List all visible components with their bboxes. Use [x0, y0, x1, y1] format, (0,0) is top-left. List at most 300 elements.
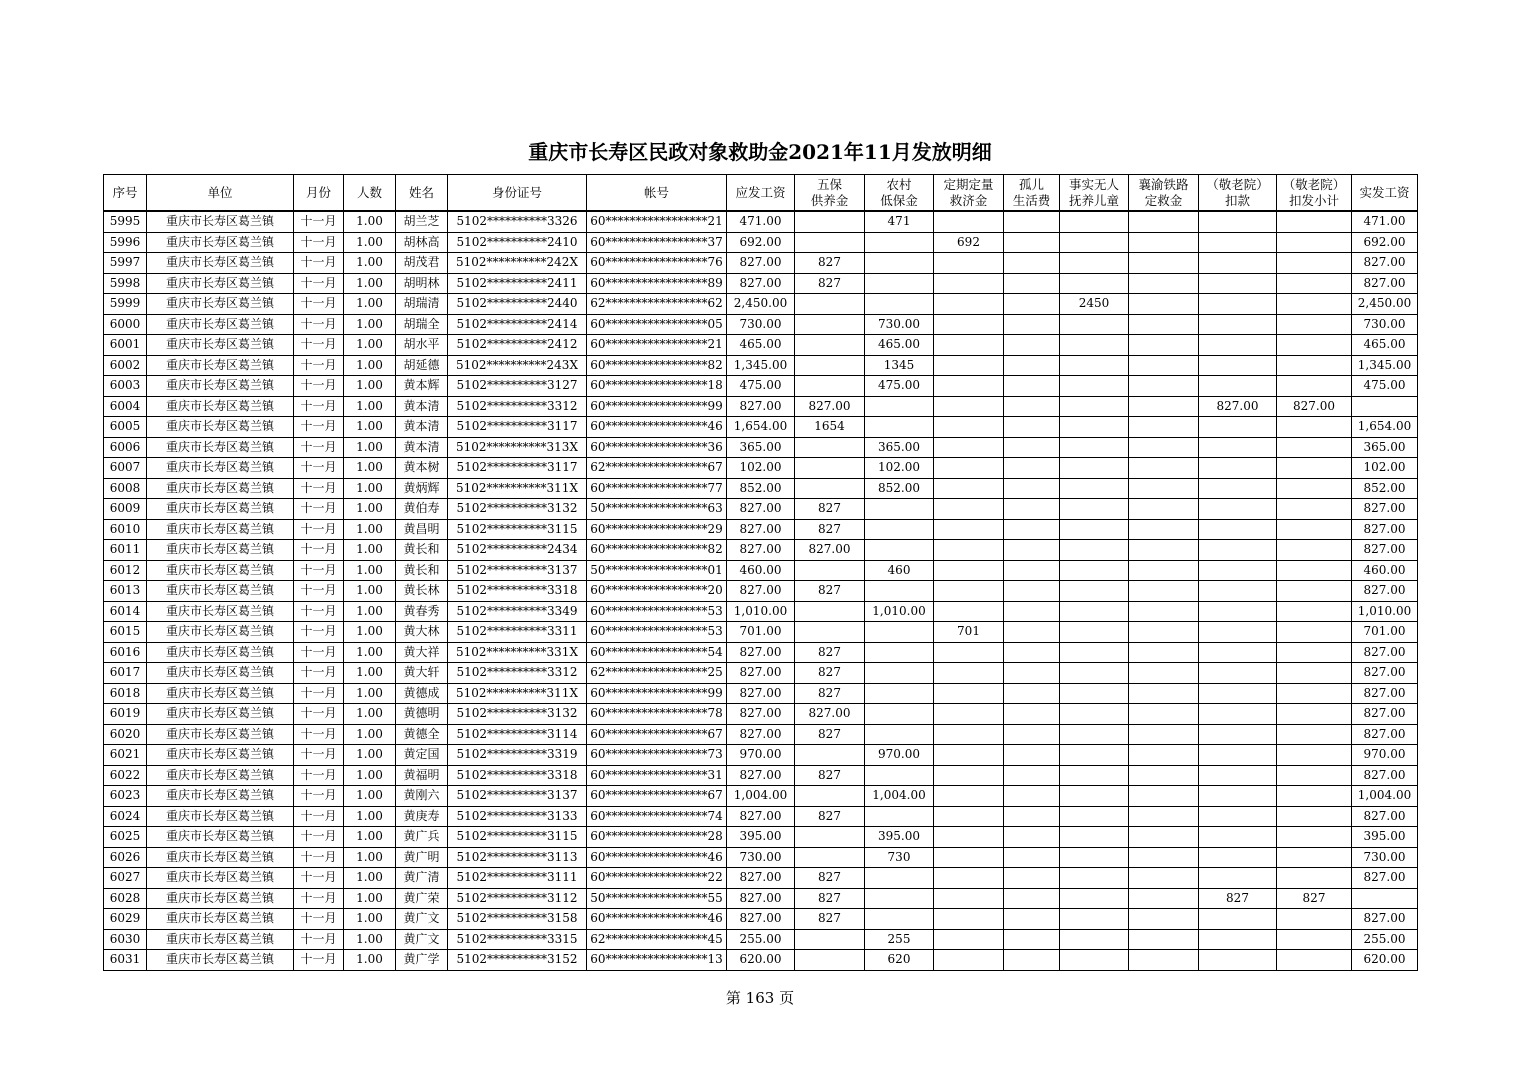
table-cell — [1004, 642, 1060, 663]
table-cell: 5102**********3114 — [448, 724, 587, 745]
table-cell: 十一月 — [294, 601, 344, 622]
table-cell: 60*****************46 — [587, 909, 727, 930]
table-cell — [934, 437, 1004, 458]
table-cell: 十一月 — [294, 765, 344, 786]
table-cell: 60*****************76 — [587, 253, 727, 274]
column-header: 五保 供养金 — [795, 175, 865, 212]
table-cell: 重庆市长寿区葛兰镇 — [147, 294, 294, 315]
table-cell: 827.00 — [1199, 396, 1277, 417]
table-cell — [1199, 273, 1277, 294]
table-cell: 黄本清 — [396, 437, 448, 458]
table-row — [104, 806, 1418, 827]
table-cell: 十一月 — [294, 909, 344, 930]
table-cell — [795, 560, 865, 581]
table-cell: 60*****************37 — [587, 232, 727, 253]
table-cell: 黄广文 — [396, 929, 448, 950]
table-cell — [1004, 806, 1060, 827]
relief-payment-table — [103, 174, 1418, 971]
table-cell: 6015 — [104, 622, 147, 643]
table-cell — [1060, 335, 1129, 356]
table-cell: 十一月 — [294, 478, 344, 499]
table-cell — [934, 560, 1004, 581]
table-cell — [1199, 560, 1277, 581]
table-cell — [1060, 601, 1129, 622]
table-cell: 730.00 — [865, 314, 934, 335]
table-cell — [1004, 622, 1060, 643]
table-cell: 黄德明 — [396, 704, 448, 725]
table-cell: 十一月 — [294, 335, 344, 356]
table-cell: 60*****************53 — [587, 622, 727, 643]
table-cell — [1004, 540, 1060, 561]
table-cell — [934, 806, 1004, 827]
table-cell: 692.00 — [1352, 232, 1418, 253]
table-cell — [795, 294, 865, 315]
table-cell: 重庆市长寿区葛兰镇 — [147, 642, 294, 663]
table-cell — [1060, 909, 1129, 930]
table-cell: 2,450.00 — [1352, 294, 1418, 315]
table-cell: 重庆市长寿区葛兰镇 — [147, 540, 294, 561]
table-cell: 十一月 — [294, 540, 344, 561]
table-cell: 5102**********3315 — [448, 929, 587, 950]
table-cell — [1199, 540, 1277, 561]
table-cell: 重庆市长寿区葛兰镇 — [147, 458, 294, 479]
table-cell — [1129, 458, 1199, 479]
table-cell: 827.00 — [795, 396, 865, 417]
table-cell — [1004, 704, 1060, 725]
table-cell: 1,004.00 — [727, 786, 795, 807]
table-cell — [1199, 642, 1277, 663]
table-cell: 460.00 — [727, 560, 795, 581]
table-cell — [1129, 663, 1199, 684]
table-cell: 十一月 — [294, 417, 344, 438]
table-cell — [1060, 437, 1129, 458]
table-cell: 5999 — [104, 294, 147, 315]
table-cell — [795, 376, 865, 397]
table-cell: 重庆市长寿区葛兰镇 — [147, 950, 294, 971]
table-cell — [795, 314, 865, 335]
table-cell — [1277, 540, 1352, 561]
table-cell — [865, 909, 934, 930]
table-cell: 重庆市长寿区葛兰镇 — [147, 335, 294, 356]
table-cell — [865, 642, 934, 663]
table-cell: 1.00 — [344, 909, 396, 930]
table-cell: 460 — [865, 560, 934, 581]
table-cell — [865, 581, 934, 602]
table-cell — [1199, 437, 1277, 458]
table-cell: 827.00 — [1352, 499, 1418, 520]
table-cell: 十一月 — [294, 458, 344, 479]
table-cell: 十一月 — [294, 683, 344, 704]
table-cell — [795, 211, 865, 232]
table-cell — [1199, 765, 1277, 786]
table-cell — [795, 847, 865, 868]
table-cell — [1129, 478, 1199, 499]
table-cell — [934, 253, 1004, 274]
table-cell: 1.00 — [344, 458, 396, 479]
table-cell: 827.00 — [727, 519, 795, 540]
table-cell — [1129, 847, 1199, 868]
table-cell: 471 — [865, 211, 934, 232]
table-cell — [1277, 273, 1352, 294]
table-cell: 827.00 — [727, 642, 795, 663]
table-row — [104, 335, 1418, 356]
table-cell — [1060, 458, 1129, 479]
table-cell — [865, 253, 934, 274]
table-cell — [1199, 499, 1277, 520]
table-cell — [1277, 499, 1352, 520]
table-cell — [1060, 950, 1129, 971]
table-cell: 十一月 — [294, 294, 344, 315]
table-cell: 黄广学 — [396, 950, 448, 971]
table-cell: 5102**********313X — [448, 437, 587, 458]
table-cell: 1345 — [865, 355, 934, 376]
table-cell — [1129, 396, 1199, 417]
table-cell: 1.00 — [344, 355, 396, 376]
table-cell — [865, 663, 934, 684]
table-row — [104, 355, 1418, 376]
table-cell — [1129, 704, 1199, 725]
table-cell — [1277, 581, 1352, 602]
table-cell: 5997 — [104, 253, 147, 274]
table-cell — [934, 704, 1004, 725]
table-cell: 60*****************05 — [587, 314, 727, 335]
table-row — [104, 211, 1418, 232]
table-cell — [1060, 827, 1129, 848]
table-cell: 重庆市长寿区葛兰镇 — [147, 888, 294, 909]
table-cell: 465.00 — [865, 335, 934, 356]
table-cell: 1.00 — [344, 786, 396, 807]
table-cell — [934, 786, 1004, 807]
table-cell: 395.00 — [1352, 827, 1418, 848]
table-cell — [1199, 376, 1277, 397]
table-cell — [795, 745, 865, 766]
table-cell — [1129, 827, 1199, 848]
table-row — [104, 540, 1418, 561]
table-row — [104, 888, 1418, 909]
table-cell — [1129, 765, 1199, 786]
table-cell: 十一月 — [294, 827, 344, 848]
table-cell — [1199, 232, 1277, 253]
table-cell — [1199, 847, 1277, 868]
table-cell — [934, 478, 1004, 499]
table-cell: 十一月 — [294, 560, 344, 581]
table-cell — [1060, 888, 1129, 909]
table-cell: 827 — [795, 642, 865, 663]
table-cell — [934, 355, 1004, 376]
table-cell: 827.00 — [727, 273, 795, 294]
table-cell: 255 — [865, 929, 934, 950]
table-cell: 827 — [1199, 888, 1277, 909]
table-cell: 60*****************74 — [587, 806, 727, 827]
table-cell — [934, 396, 1004, 417]
table-cell: 827.00 — [727, 765, 795, 786]
table-cell — [1277, 827, 1352, 848]
table-cell: 255.00 — [727, 929, 795, 950]
table-cell — [934, 273, 1004, 294]
table-cell: 5995 — [104, 211, 147, 232]
table-cell — [1004, 273, 1060, 294]
table-row — [104, 519, 1418, 540]
table-cell — [865, 273, 934, 294]
table-cell: 827.00 — [1352, 909, 1418, 930]
table-cell: 黄刚六 — [396, 786, 448, 807]
table-cell: 60*****************78 — [587, 704, 727, 725]
table-cell — [1129, 273, 1199, 294]
table-cell — [1277, 519, 1352, 540]
column-header: 农村 低保金 — [865, 175, 934, 212]
table-cell: 6026 — [104, 847, 147, 868]
table-cell — [1277, 417, 1352, 438]
table-cell: 730.00 — [1352, 847, 1418, 868]
table-cell: 465.00 — [1352, 335, 1418, 356]
table-cell — [1129, 868, 1199, 889]
table-cell: 827 — [795, 663, 865, 684]
table-cell: 1,010.00 — [1352, 601, 1418, 622]
table-cell: 60*****************31 — [587, 765, 727, 786]
table-cell: 730 — [865, 847, 934, 868]
table-cell: 827.00 — [1352, 273, 1418, 294]
table-cell — [795, 478, 865, 499]
table-cell: 1.00 — [344, 950, 396, 971]
table-cell: 827 — [795, 683, 865, 704]
table-row — [104, 745, 1418, 766]
column-header: 定期定量 救济金 — [934, 175, 1004, 212]
table-cell — [1277, 806, 1352, 827]
table-cell — [1004, 437, 1060, 458]
table-cell: 5102**********3318 — [448, 581, 587, 602]
table-cell: 1.00 — [344, 704, 396, 725]
table-cell: 1,345.00 — [1352, 355, 1418, 376]
table-row — [104, 601, 1418, 622]
table-cell: 1654 — [795, 417, 865, 438]
table-cell — [1004, 396, 1060, 417]
table-cell: 970.00 — [1352, 745, 1418, 766]
table-cell — [1004, 560, 1060, 581]
table-cell — [1060, 663, 1129, 684]
table-cell: 827.00 — [1352, 253, 1418, 274]
table-cell: 1.00 — [344, 417, 396, 438]
table-cell: 60*****************53 — [587, 601, 727, 622]
table-cell — [865, 417, 934, 438]
table-cell: 827.00 — [1352, 868, 1418, 889]
column-header: 事实无人 抚养儿童 — [1060, 175, 1129, 212]
table-cell: 5102**********3152 — [448, 950, 587, 971]
table-cell: 重庆市长寿区葛兰镇 — [147, 376, 294, 397]
table-cell — [1277, 376, 1352, 397]
table-cell: 重庆市长寿区葛兰镇 — [147, 211, 294, 232]
table-row — [104, 765, 1418, 786]
table-cell: 827 — [795, 868, 865, 889]
table-cell — [1004, 827, 1060, 848]
table-cell — [934, 581, 1004, 602]
table-cell: 6009 — [104, 499, 147, 520]
table-cell: 5102**********3312 — [448, 663, 587, 684]
table-cell: 827 — [795, 909, 865, 930]
table-cell: 黄广文 — [396, 909, 448, 930]
table-cell: 黄春秀 — [396, 601, 448, 622]
table-cell: 852.00 — [865, 478, 934, 499]
table-cell — [1129, 519, 1199, 540]
table-cell — [1004, 519, 1060, 540]
table-cell: 5102**********3117 — [448, 458, 587, 479]
table-cell — [1004, 888, 1060, 909]
table-cell — [934, 724, 1004, 745]
table-cell: 1.00 — [344, 642, 396, 663]
table-cell: 692.00 — [727, 232, 795, 253]
table-cell — [795, 827, 865, 848]
table-cell: 620.00 — [727, 950, 795, 971]
table-cell: 970.00 — [865, 745, 934, 766]
table-cell: 827 — [795, 273, 865, 294]
table-cell — [1004, 355, 1060, 376]
table-cell: 60*****************21 — [587, 335, 727, 356]
table-cell — [795, 437, 865, 458]
table-cell: 701 — [934, 622, 1004, 643]
table-cell — [865, 294, 934, 315]
table-cell — [1199, 581, 1277, 602]
table-cell: 十一月 — [294, 437, 344, 458]
table-cell: 胡水平 — [396, 335, 448, 356]
column-header: 应发工资 — [727, 175, 795, 212]
table-cell — [1129, 499, 1199, 520]
table-cell: 重庆市长寿区葛兰镇 — [147, 253, 294, 274]
table-cell: 黄福明 — [396, 765, 448, 786]
table-cell: 6002 — [104, 355, 147, 376]
table-cell: 黄本清 — [396, 417, 448, 438]
table-cell — [865, 540, 934, 561]
table-cell — [934, 929, 1004, 950]
table-cell — [1129, 437, 1199, 458]
table-cell — [1129, 294, 1199, 315]
table-cell: 5996 — [104, 232, 147, 253]
table-cell: 黄大祥 — [396, 642, 448, 663]
table-cell: 重庆市长寿区葛兰镇 — [147, 499, 294, 520]
table-cell — [865, 499, 934, 520]
table-cell — [1060, 232, 1129, 253]
table-row — [104, 642, 1418, 663]
table-cell — [1277, 847, 1352, 868]
table-cell: 827.00 — [727, 806, 795, 827]
table-cell — [1060, 929, 1129, 950]
table-cell — [1060, 314, 1129, 335]
table-cell — [1199, 519, 1277, 540]
table-cell — [1199, 314, 1277, 335]
table-cell: 黄昌明 — [396, 519, 448, 540]
table-cell: 60*****************22 — [587, 868, 727, 889]
table-cell: 黄本树 — [396, 458, 448, 479]
table-cell: 970.00 — [727, 745, 795, 766]
table-cell: 5102**********2411 — [448, 273, 587, 294]
table-cell: 十一月 — [294, 211, 344, 232]
table-cell — [1060, 519, 1129, 540]
table-cell: 827.00 — [1277, 396, 1352, 417]
table-cell: 胡茂君 — [396, 253, 448, 274]
table-header-row — [104, 175, 1418, 212]
table-cell: 102.00 — [727, 458, 795, 479]
table-cell: 827.00 — [1352, 683, 1418, 704]
table-cell: 2450 — [1060, 294, 1129, 315]
table-cell: 6005 — [104, 417, 147, 438]
table-cell: 1.00 — [344, 683, 396, 704]
table-cell — [865, 868, 934, 889]
table-cell — [1004, 417, 1060, 438]
table-cell: 471.00 — [727, 211, 795, 232]
table-cell: 重庆市长寿区葛兰镇 — [147, 847, 294, 868]
table-cell: 十一月 — [294, 355, 344, 376]
table-cell: 827 — [795, 499, 865, 520]
table-cell — [1277, 909, 1352, 930]
table-row — [104, 294, 1418, 315]
table-cell: 6024 — [104, 806, 147, 827]
table-cell: 十一月 — [294, 499, 344, 520]
table-cell — [1004, 314, 1060, 335]
table-cell: 1.00 — [344, 745, 396, 766]
table-cell — [1277, 253, 1352, 274]
table-cell: 重庆市长寿区葛兰镇 — [147, 765, 294, 786]
table-cell — [1129, 683, 1199, 704]
table-cell: 6025 — [104, 827, 147, 848]
table-cell: 60*****************18 — [587, 376, 727, 397]
table-cell: 重庆市长寿区葛兰镇 — [147, 560, 294, 581]
table-cell — [934, 868, 1004, 889]
table-cell — [1277, 642, 1352, 663]
table-cell: 465.00 — [727, 335, 795, 356]
table-cell — [1129, 929, 1199, 950]
table-cell: 827 — [795, 888, 865, 909]
table-cell — [1199, 253, 1277, 274]
table-cell: 1.00 — [344, 232, 396, 253]
table-cell — [1199, 458, 1277, 479]
table-cell — [865, 232, 934, 253]
table-cell: 1,004.00 — [1352, 786, 1418, 807]
table-cell: 5102**********3137 — [448, 560, 587, 581]
table-cell: 1.00 — [344, 211, 396, 232]
table-cell — [1277, 335, 1352, 356]
table-cell — [1004, 929, 1060, 950]
table-cell — [1129, 622, 1199, 643]
table-cell — [1004, 601, 1060, 622]
table-cell: 60*****************67 — [587, 786, 727, 807]
table-cell: 6012 — [104, 560, 147, 581]
table-cell — [1199, 868, 1277, 889]
table-cell: 十一月 — [294, 888, 344, 909]
table-cell — [934, 601, 1004, 622]
table-cell — [1060, 211, 1129, 232]
table-cell: 黄定国 — [396, 745, 448, 766]
table-cell: 1.00 — [344, 724, 396, 745]
table-row — [104, 232, 1418, 253]
table-cell: 6021 — [104, 745, 147, 766]
table-cell — [1199, 478, 1277, 499]
table-cell: 1.00 — [344, 827, 396, 848]
table-cell: 重庆市长寿区葛兰镇 — [147, 868, 294, 889]
table-cell — [1004, 211, 1060, 232]
table-cell — [1004, 458, 1060, 479]
table-cell: 60*****************82 — [587, 540, 727, 561]
table-cell: 十一月 — [294, 786, 344, 807]
table-cell: 重庆市长寿区葛兰镇 — [147, 683, 294, 704]
table-cell: 重庆市长寿区葛兰镇 — [147, 232, 294, 253]
table-cell: 重庆市长寿区葛兰镇 — [147, 806, 294, 827]
table-cell: 827.00 — [1352, 704, 1418, 725]
document-title: 重庆市长寿区民政对象救助金2021年11月发放明细 — [528, 140, 992, 164]
table-cell: 395.00 — [865, 827, 934, 848]
table-cell: 60*****************28 — [587, 827, 727, 848]
table-cell: 5102**********3318 — [448, 765, 587, 786]
table-cell: 黄本清 — [396, 396, 448, 417]
table-cell: 5102**********3137 — [448, 786, 587, 807]
table-cell: 620.00 — [1352, 950, 1418, 971]
